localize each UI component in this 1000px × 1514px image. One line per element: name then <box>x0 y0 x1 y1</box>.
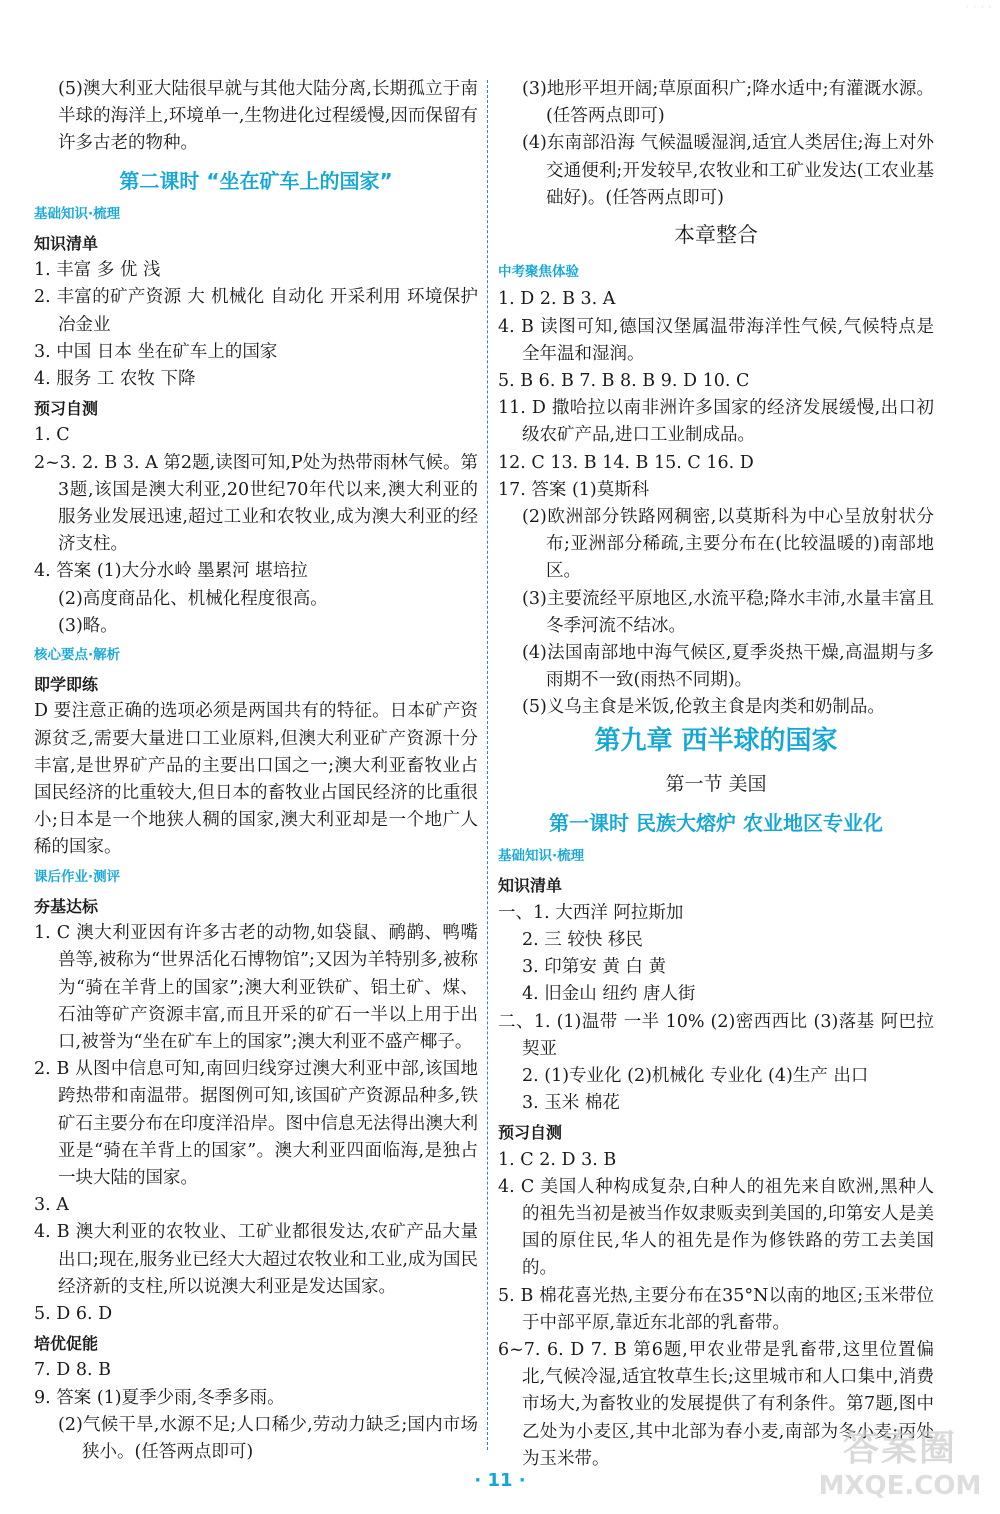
list-item: 2. 三 较快 移民 <box>522 929 643 950</box>
practice-paragraph: D 要注意正确的选项必须是两国共有的特征。日本矿产资源贫乏,需要大量进口工业原料,但澳大利亚矿产资源十分丰富,是世界矿产品的主要出口国之一;澳大利亚畜牧业占国民经济的比重较大,但日本的畜牧业占国民经济的比重很小;日本是一个地狭人稠的国家,澳大利亚却是一个地广人稀的国家。 <box>34 701 478 858</box>
heading-practice: 即学即练 <box>34 675 99 695</box>
watermark-logo: 答案圈 <box>842 1428 957 1469</box>
heading-preview: 预习自测 <box>34 399 99 419</box>
answer-item: 1. D 2. B 3. A <box>498 289 616 310</box>
list-item: 4. 旧金山 纽约 唐人街 <box>522 984 696 1005</box>
list-item: 2. (1)专业化 (2)机械化 专业化 (4)生产 出口 <box>522 1065 869 1086</box>
answer-item: 3. A <box>34 1195 69 1216</box>
list-item: 4. 服务 工 农牧 下降 <box>34 369 196 390</box>
list-item: 2. 丰富的矿产资源 大 机械化 自动化 开采利用 环境保护 冶金业 <box>34 287 478 335</box>
answer-subitem: (2)欧洲部分铁路网稠密,以莫斯科为中心呈放射状分布;亚洲部分稀疏,主要分布在(比较温暖的)南部地区。 <box>522 507 934 582</box>
answer-item: 6~7. 6. D 7. B 第6题,甲农业带是乳畜带,这里位置偏北,气候冷湿,适宜牧草生长;这里城市和人口集中,消费市场大,为畜牧业的发展提供了有利条件。第7题,图中乙处为小麦区,其中北部为春小麦,南部为冬小麦;丙处为玉米带。 <box>498 1339 934 1469</box>
intro-paragraph: (5)澳大利亚大陆很早就与其他大陆分离,长期孤立于南半球的海洋上,环境单一,生物进化过程缓慢,因而保留有许多古老的物种。 <box>58 79 478 154</box>
right-column <box>498 76 934 1473</box>
tag-basic-knowledge: 基础知识·梳理 <box>498 848 585 865</box>
list-item: 3. 中国 日本 坐在矿车上的国家 <box>34 341 278 362</box>
answer-item: 4. B 读图可知,德国汉堡属温带海洋性气候,气候特点是全年温和湿润。 <box>498 316 934 364</box>
list-item: 3. 印第安 黄 白 黄 <box>522 957 666 978</box>
answer-item: 4. C 美国人种构成复杂,白种人的祖先来自欧洲,黑种人的祖先当初是被当作奴隶贩卖到美国的,印第安人是美国的原住民,华人的祖先是作为修铁路的劳工去美国的。 <box>498 1176 934 1279</box>
answer-subitem: (5)义乌主食是米饭,伦敦主食是肉类和奶制品。 <box>522 697 885 718</box>
answer-subitem: (3)主要流经平原地区,水流平稳;降水丰沛,水量丰富且冬季河流不结冰。 <box>522 588 934 636</box>
chapter-nine-title: 第九章 西半球的国家 <box>594 725 838 756</box>
list-item: 3. 玉米 棉花 <box>522 1093 620 1114</box>
heading-knowledge-list: 知识清单 <box>34 234 99 254</box>
column-divider <box>487 80 488 1450</box>
answer-item: 1. C 澳大利亚因有许多古老的动物,如袋鼠、鸸鹋、鸭嘴兽等,被称为“世界活化石博物馆”;又因为羊特别多,被称为“骑在羊背上的国家”;澳大利亚铁矿、铝土矿、煤、石油等矿产资源丰富,而且开采的矿石一半以上用于出口,被誉为“坐在矿车上的国家”;澳大利亚不盛产椰子。 <box>34 923 478 1052</box>
answer-item: 5. B 6. B 7. B 8. B 9. D 10. C <box>498 371 750 392</box>
list-item: 1. 丰富 多 优 浅 <box>34 260 161 281</box>
section-title: 第一节 美国 <box>665 772 767 795</box>
answer-item: 2~3. 2. B 3. A 第2题,读图可知,P处为热带雨林气候。第3题,该国是澳大利亚,20世纪70年代以来,澳大利亚的服务业发展迅速,超过工业和农牧业,成为澳大利亚的经济支柱。 <box>34 452 478 555</box>
watermark-url: MXQE.COM <box>818 1471 982 1501</box>
left-column <box>34 76 478 1466</box>
answer-subitem: (3)略。 <box>58 615 118 636</box>
answer-item: 1. C 2. D 3. B <box>498 1149 617 1170</box>
watermark <box>810 1420 990 1501</box>
answer-item: 17. 答案 (1)莫斯科 <box>498 479 650 500</box>
answer-subitem: (2)高度商品化、机械化程度很高。 <box>58 588 328 609</box>
answer-subitem: (4)东南部沿海 气候温暖湿润,适宜人类居住;海上对外交通便利;开发较早,农牧业和工矿业发达(工农业基础好)。(任答两点即可) <box>522 133 934 208</box>
answer-item: 12. C 13. B 14. B 15. C 16. D <box>498 452 754 473</box>
answer-subitem: (3)地形平坦开阔;草原面积广;降水适中;有灌溉水源。(任答两点即可) <box>522 79 934 127</box>
answer-item: 2. B 从图中信息可知,南回归线穿过澳大利亚中部,该国地跨热带和南温带。据图例可知,该国矿产资源品种多,铁矿石主要分布在印度洋沿岸。图中信息无法得出澳大利亚是“骑在羊背上的国家”。澳大利亚四面临海,是独占一块大陆的国家。 <box>34 1059 478 1188</box>
heading-base: 夯基达标 <box>34 896 99 916</box>
answer-item: 1. C <box>34 425 70 446</box>
tag-core-points: 核心要点·解析 <box>34 647 121 664</box>
answer-item: 11. D 撒哈拉以南非洲许多国家的经济发展缓慢,出口初级农矿产品,进口工业制成品。 <box>498 398 934 446</box>
answer-item: 7. D 8. B <box>34 1360 111 1381</box>
list-item: 一、1. 大西洋 阿拉斯加 <box>498 902 684 923</box>
answer-subitem: (2)气候干旱,水源不足;人口稀少,劳动力缺乏;国内市场狭小。(任答两点即可) <box>58 1414 478 1462</box>
answer-item: 9. 答案 (1)夏季少雨,冬季多雨。 <box>34 1387 285 1408</box>
page-number: · 11 · <box>474 1470 526 1491</box>
answer-item: 4. 答案 (1)大分水岭 墨累河 堪培拉 <box>34 561 308 582</box>
answer-subitem: (4)法国南部地中海气候区,夏季炎热干燥,高温期与多雨期不一致(雨热不同期)。 <box>522 643 934 691</box>
lesson-title: 第一课时 民族大熔炉 农业地区专业化 <box>549 811 883 836</box>
tag-basic-knowledge: 基础知识·梳理 <box>34 205 121 222</box>
answer-item: 5. D 6. D <box>34 1303 113 1324</box>
heading-knowledge-list: 知识清单 <box>498 876 563 896</box>
heading-preview: 预习自测 <box>498 1123 563 1143</box>
list-item: 二、1. (1)温带 一半 10% (2)密西西比 (3)落基 阿巴拉契亚 <box>498 1011 934 1059</box>
tag-exam-focus: 中考聚焦体验 <box>498 264 579 281</box>
answer-item: 4. B 澳大利亚的农牧业、工矿业都很发达,农矿产品大量出口;现在,服务业已经大大超过农牧业和工业,成为国民经济新的支柱,所以说澳大利亚是发达国家。 <box>34 1222 478 1297</box>
answer-item: 5. B 棉花喜光热,主要分布在35°N以南的地区;玉米带位于中部平原,靠近东北部的乳畜带。 <box>498 1285 934 1333</box>
tag-after-class: 课后作业·测评 <box>34 868 121 885</box>
corner-mark: · · · · <box>965 0 992 14</box>
heading-improve: 培优促能 <box>34 1334 99 1354</box>
chapter-summary-title: 本章整合 <box>674 223 758 248</box>
lesson-title: 第二课时 “坐在矿车上的国家” <box>119 168 393 193</box>
